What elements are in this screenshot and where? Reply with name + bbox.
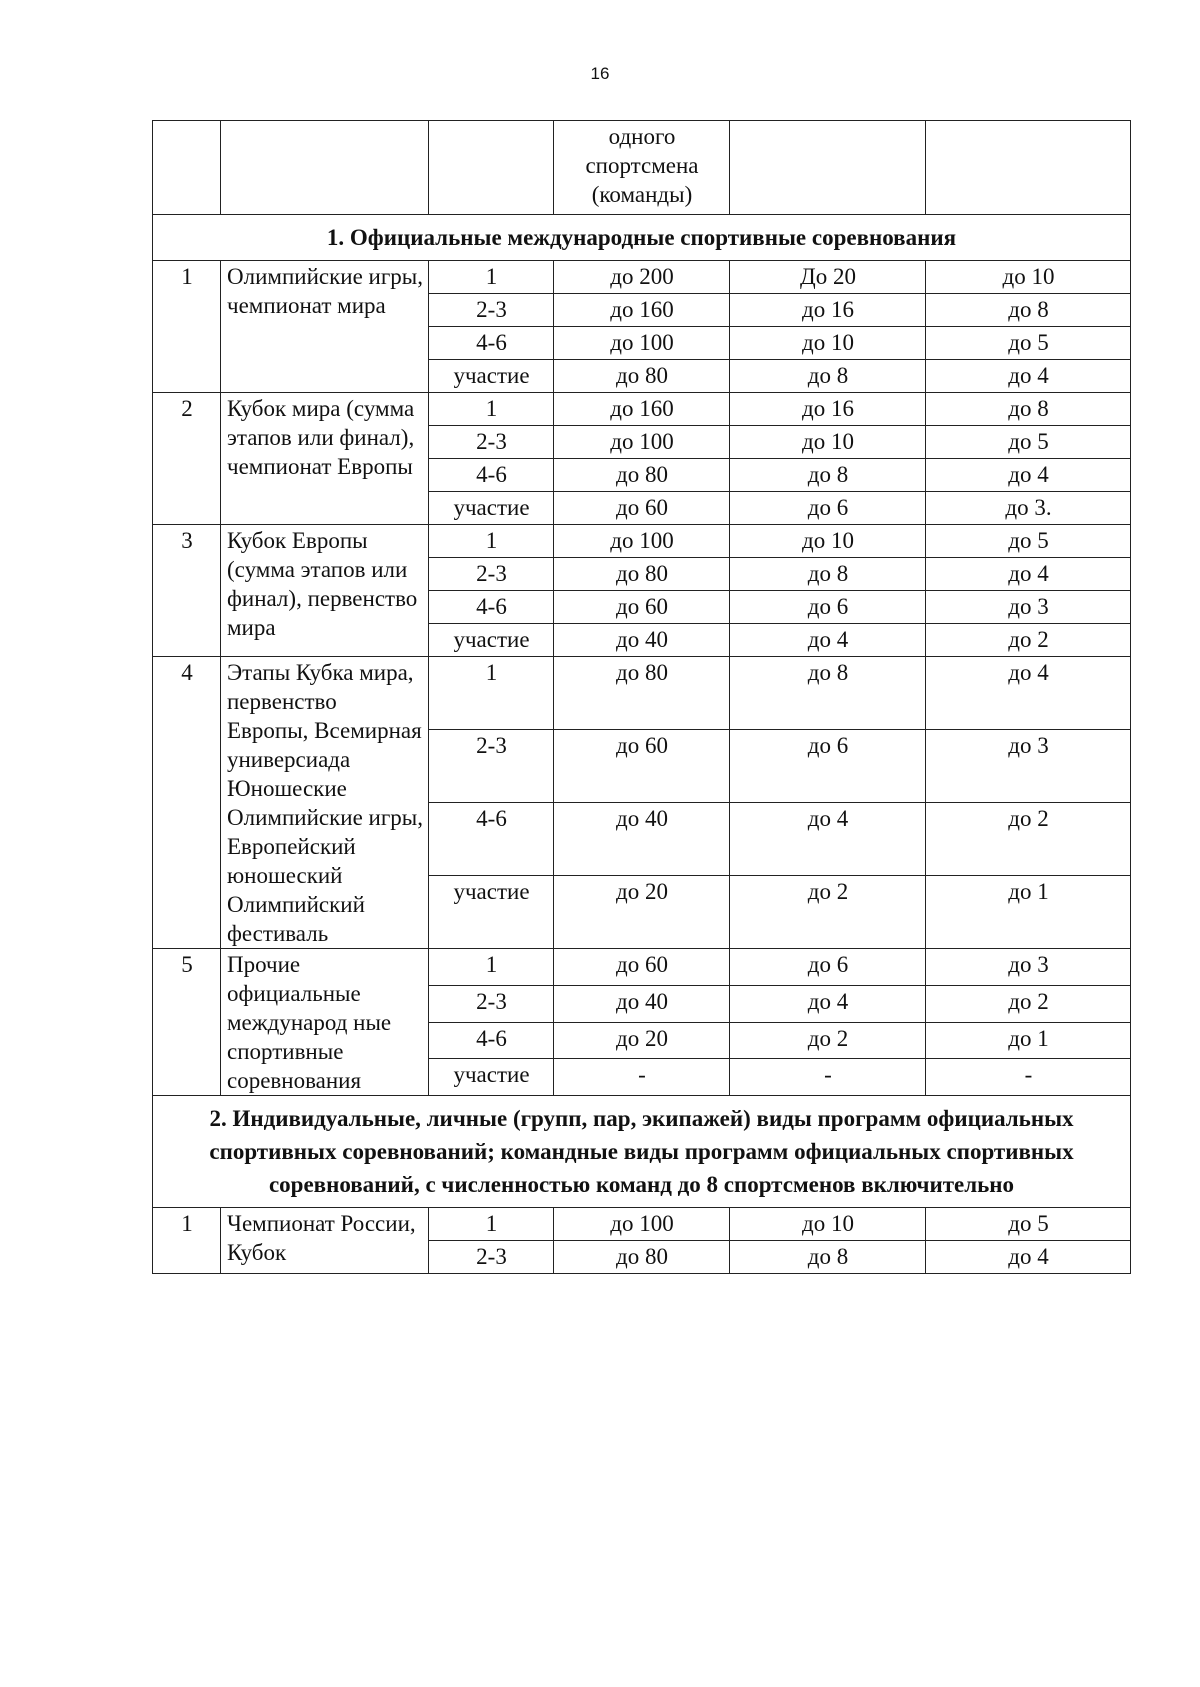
place-cell: 4-6	[429, 459, 554, 492]
value-cell-2: до 8	[730, 1241, 926, 1274]
value-cell-2: до 16	[730, 294, 926, 327]
place-cell: участие	[429, 876, 554, 949]
place-cell: 4-6	[429, 327, 554, 360]
table-row	[153, 1208, 1131, 1241]
value-cell-3: до 10	[926, 261, 1131, 294]
place-cell: участие	[429, 624, 554, 657]
table-row	[153, 261, 1131, 294]
value-cell-3: до 5	[926, 327, 1131, 360]
place-cell: 4-6	[429, 803, 554, 876]
table-row	[153, 393, 1131, 426]
entry-name: Чемпионат России, Кубок	[221, 1208, 429, 1274]
value-cell-1: до 80	[554, 657, 730, 730]
value-cell-2: до 8	[730, 657, 926, 730]
value-cell-3: до 3.	[926, 492, 1131, 525]
value-cell-2: до 8	[730, 459, 926, 492]
place-cell: 1	[429, 525, 554, 558]
value-cell-1: до 20	[554, 876, 730, 949]
value-cell-1: до 100	[554, 1208, 730, 1241]
value-cell-1: -	[554, 1059, 730, 1096]
table-row	[153, 525, 1131, 558]
entry-name: Прочие официальные международ ные спортивные соревнования	[221, 949, 429, 1096]
header-cell-num	[153, 121, 221, 215]
value-cell-3: до 1	[926, 876, 1131, 949]
value-cell-2: до 2	[730, 1022, 926, 1059]
value-cell-3: до 4	[926, 459, 1131, 492]
header-cell-name	[221, 121, 429, 215]
section-title-row	[153, 215, 1131, 261]
place-cell: 2-3	[429, 426, 554, 459]
value-cell-1: до 60	[554, 949, 730, 986]
value-cell-1: до 80	[554, 360, 730, 393]
place-cell: участие	[429, 360, 554, 393]
value-cell-2: до 8	[730, 360, 926, 393]
value-cell-3: до 4	[926, 360, 1131, 393]
table-row	[153, 949, 1131, 986]
place-cell: 2-3	[429, 294, 554, 327]
header-cell-text: одного спортсмена (команды)	[554, 121, 730, 215]
value-cell-2: до 4	[730, 985, 926, 1022]
value-cell-2: до 4	[730, 803, 926, 876]
value-cell-2: до 8	[730, 558, 926, 591]
value-cell-3: до 4	[926, 657, 1131, 730]
value-cell-3: до 5	[926, 525, 1131, 558]
value-cell-3: до 3	[926, 730, 1131, 803]
value-cell-3: до 3	[926, 949, 1131, 986]
value-cell-1: до 60	[554, 730, 730, 803]
place-cell: 2-3	[429, 730, 554, 803]
value-cell-3: до 2	[926, 624, 1131, 657]
header-row	[153, 121, 1131, 215]
entry-name: Кубок Европы (сумма этапов или финал), первенство мира	[221, 525, 429, 657]
place-cell: 4-6	[429, 1022, 554, 1059]
section-title-row	[153, 1096, 1131, 1208]
place-cell: 2-3	[429, 985, 554, 1022]
value-cell-1: до 160	[554, 393, 730, 426]
value-cell-3: до 1	[926, 1022, 1131, 1059]
value-cell-3: до 4	[926, 558, 1131, 591]
value-cell-2: до 16	[730, 393, 926, 426]
header-cell-6	[926, 121, 1131, 215]
entry-number: 4	[153, 657, 221, 949]
value-cell-3: -	[926, 1059, 1131, 1096]
value-cell-1: до 100	[554, 426, 730, 459]
value-cell-2: до 6	[730, 949, 926, 986]
header-cell-place	[429, 121, 554, 215]
entry-name: Олимпийские игры, чемпионат мира	[221, 261, 429, 393]
place-cell: участие	[429, 1059, 554, 1096]
value-cell-3: до 5	[926, 1208, 1131, 1241]
entry-number: 3	[153, 525, 221, 657]
entry-number: 1	[153, 1208, 221, 1274]
value-cell-3: до 8	[926, 393, 1131, 426]
value-cell-1: до 160	[554, 294, 730, 327]
section-title: 1. Официальные международные спортивные соревнования	[153, 215, 1131, 261]
value-cell-1: до 60	[554, 591, 730, 624]
value-cell-2: -	[730, 1059, 926, 1096]
entry-number: 1	[153, 261, 221, 393]
value-cell-1: до 20	[554, 1022, 730, 1059]
value-cell-3: до 3	[926, 591, 1131, 624]
value-cell-1: до 80	[554, 558, 730, 591]
place-cell: 2-3	[429, 558, 554, 591]
place-cell: 1	[429, 1208, 554, 1241]
value-cell-1: до 60	[554, 492, 730, 525]
value-cell-1: до 100	[554, 525, 730, 558]
place-cell: участие	[429, 492, 554, 525]
value-cell-2: до 6	[730, 730, 926, 803]
value-cell-2: до 10	[730, 525, 926, 558]
place-cell: 1	[429, 657, 554, 730]
section-title: 2. Индивидуальные, личные (групп, пар, экипажей) виды программ официальных спортивных соревнований; командные виды программ официальных спортивных соревнований, с численностью команд до 8 спортсменов включительно	[153, 1096, 1131, 1208]
value-cell-2: до 2	[730, 876, 926, 949]
value-cell-3: до 8	[926, 294, 1131, 327]
value-cell-1: до 80	[554, 459, 730, 492]
entry-number: 2	[153, 393, 221, 525]
value-cell-1: до 40	[554, 624, 730, 657]
entry-number: 5	[153, 949, 221, 1096]
value-cell-3: до 5	[926, 426, 1131, 459]
value-cell-1: до 40	[554, 803, 730, 876]
value-cell-2: до 6	[730, 591, 926, 624]
value-cell-3: до 4	[926, 1241, 1131, 1274]
entry-name: Этапы Кубка мира, первенство Европы, Всемирная универсиада Юношеские Олимпийские игры, Европейский юношеский Олимпийский фестиваль	[221, 657, 429, 949]
place-cell: 4-6	[429, 591, 554, 624]
value-cell-2: до 6	[730, 492, 926, 525]
value-cell-2: до 10	[730, 1208, 926, 1241]
value-cell-1: до 100	[554, 327, 730, 360]
value-cell-2: до 10	[730, 327, 926, 360]
value-cell-1: до 200	[554, 261, 730, 294]
header-cell-5	[730, 121, 926, 215]
value-cell-2: до 4	[730, 624, 926, 657]
value-cell-1: до 40	[554, 985, 730, 1022]
place-cell: 1	[429, 261, 554, 294]
awards-table	[152, 120, 1131, 1274]
place-cell: 2-3	[429, 1241, 554, 1274]
value-cell-1: до 80	[554, 1241, 730, 1274]
page-number: 16	[590, 64, 610, 83]
value-cell-3: до 2	[926, 803, 1131, 876]
value-cell-2: До 20	[730, 261, 926, 294]
value-cell-2: до 10	[730, 426, 926, 459]
table-row	[153, 657, 1131, 730]
place-cell: 1	[429, 393, 554, 426]
entry-name: Кубок мира (сумма этапов или финал), чемпионат Европы	[221, 393, 429, 525]
value-cell-3: до 2	[926, 985, 1131, 1022]
place-cell: 1	[429, 949, 554, 986]
